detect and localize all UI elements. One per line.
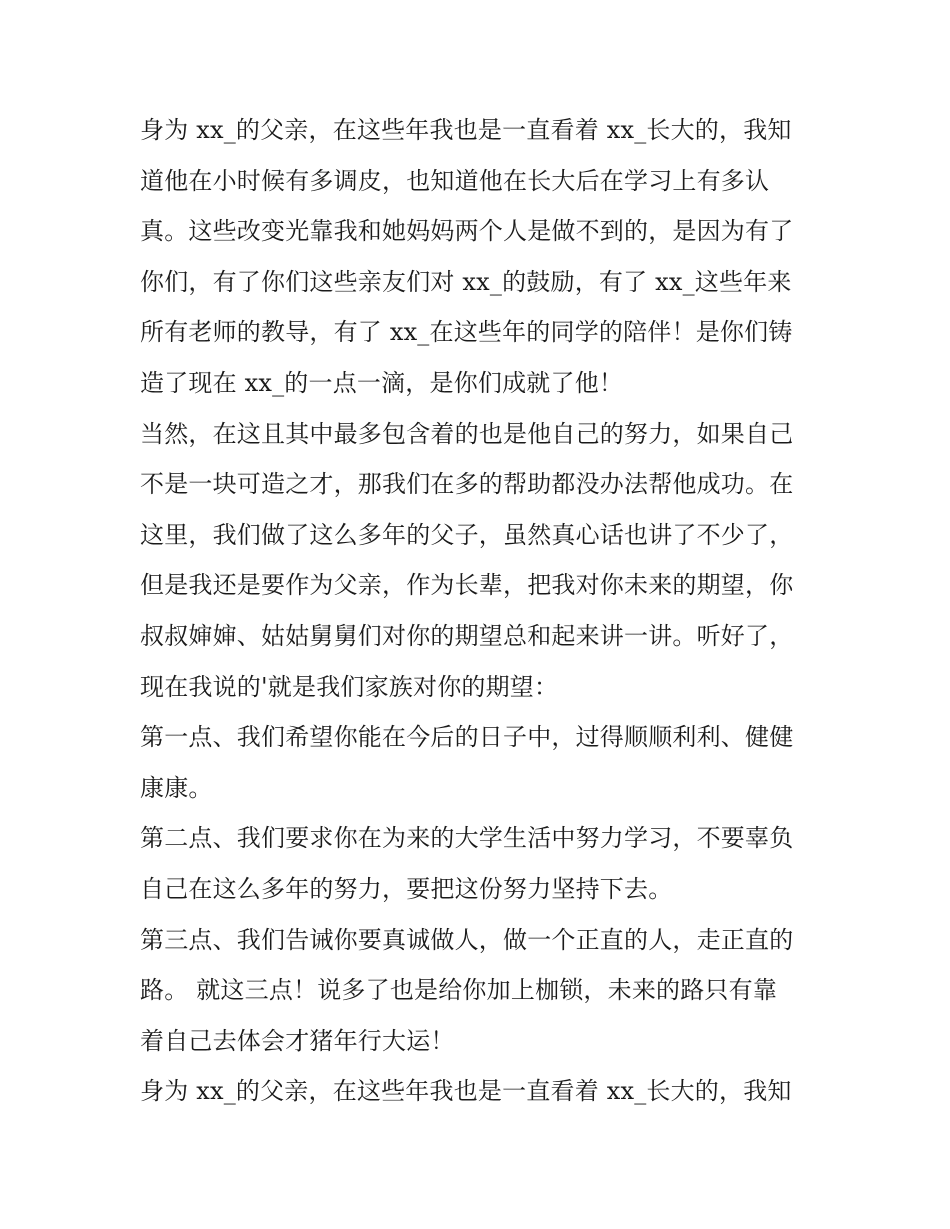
text-line: 道他在小时候有多调皮，也知道他在长大后在学习上有多认: [140, 166, 770, 195]
text-line: 不是一块可造之才，那我们在多的帮助都没办法帮他成功。在: [140, 470, 794, 499]
text-line: 真。这些改变光靠我和她妈妈两个人是做不到的，是因为有了: [140, 217, 794, 246]
text-line: 第二点、我们要求你在为来的大学生活中努力学习，不要辜负: [140, 824, 794, 853]
text-line: 你们，有了你们这些亲友们对 xx_的鼓励，有了 xx_这些年来: [140, 267, 792, 296]
text-line: 康康。: [140, 773, 213, 802]
text-line: 身为 xx_的父亲，在这些年我也是一直看着 xx_长大的，我知: [140, 116, 792, 144]
text-line: 造了现在 xx_的一点一滴，是你们成就了他！: [140, 368, 624, 397]
text-line: 身为 xx_的父亲，在这些年我也是一直看着 xx_长大的，我知: [140, 1077, 792, 1106]
text-line: 这里，我们做了这么多年的父子，虽然真心话也讲了不少了，: [140, 520, 794, 549]
document-body: [140, 105, 820, 1117]
text-line: 着自己去体会才猪年行大运！: [140, 1026, 455, 1055]
text-line: 路。 就这三点！说多了也是给你加上枷锁，未来的路只有靠: [140, 976, 778, 1005]
text-line: 叔叔婶婶、姑姑舅舅们对你的期望总和起来讲一讲。听好了，: [140, 621, 794, 650]
text-line: 第三点、我们告诫你要真诚做人，做一个正直的人，走正直的: [140, 925, 794, 954]
text-line: 当然，在这且其中最多包含着的也是他自己的努力，如果自己: [140, 419, 794, 448]
text-line: 现在我说的'就是我们家族对你的期望：: [140, 672, 559, 701]
text-line: 但是我还是要作为父亲，作为长辈，把我对你未来的期望，你: [140, 571, 794, 600]
text-line: 所有老师的教导，有了 xx_在这些年的同学的陪伴！是你们铸: [140, 318, 793, 347]
text-line: 第一点、我们希望你能在今后的日子中，过得顺顺利利、健健: [140, 723, 794, 752]
text-line: 自己在这么多年的努力，要把这份努力坚持下去。: [140, 874, 673, 903]
